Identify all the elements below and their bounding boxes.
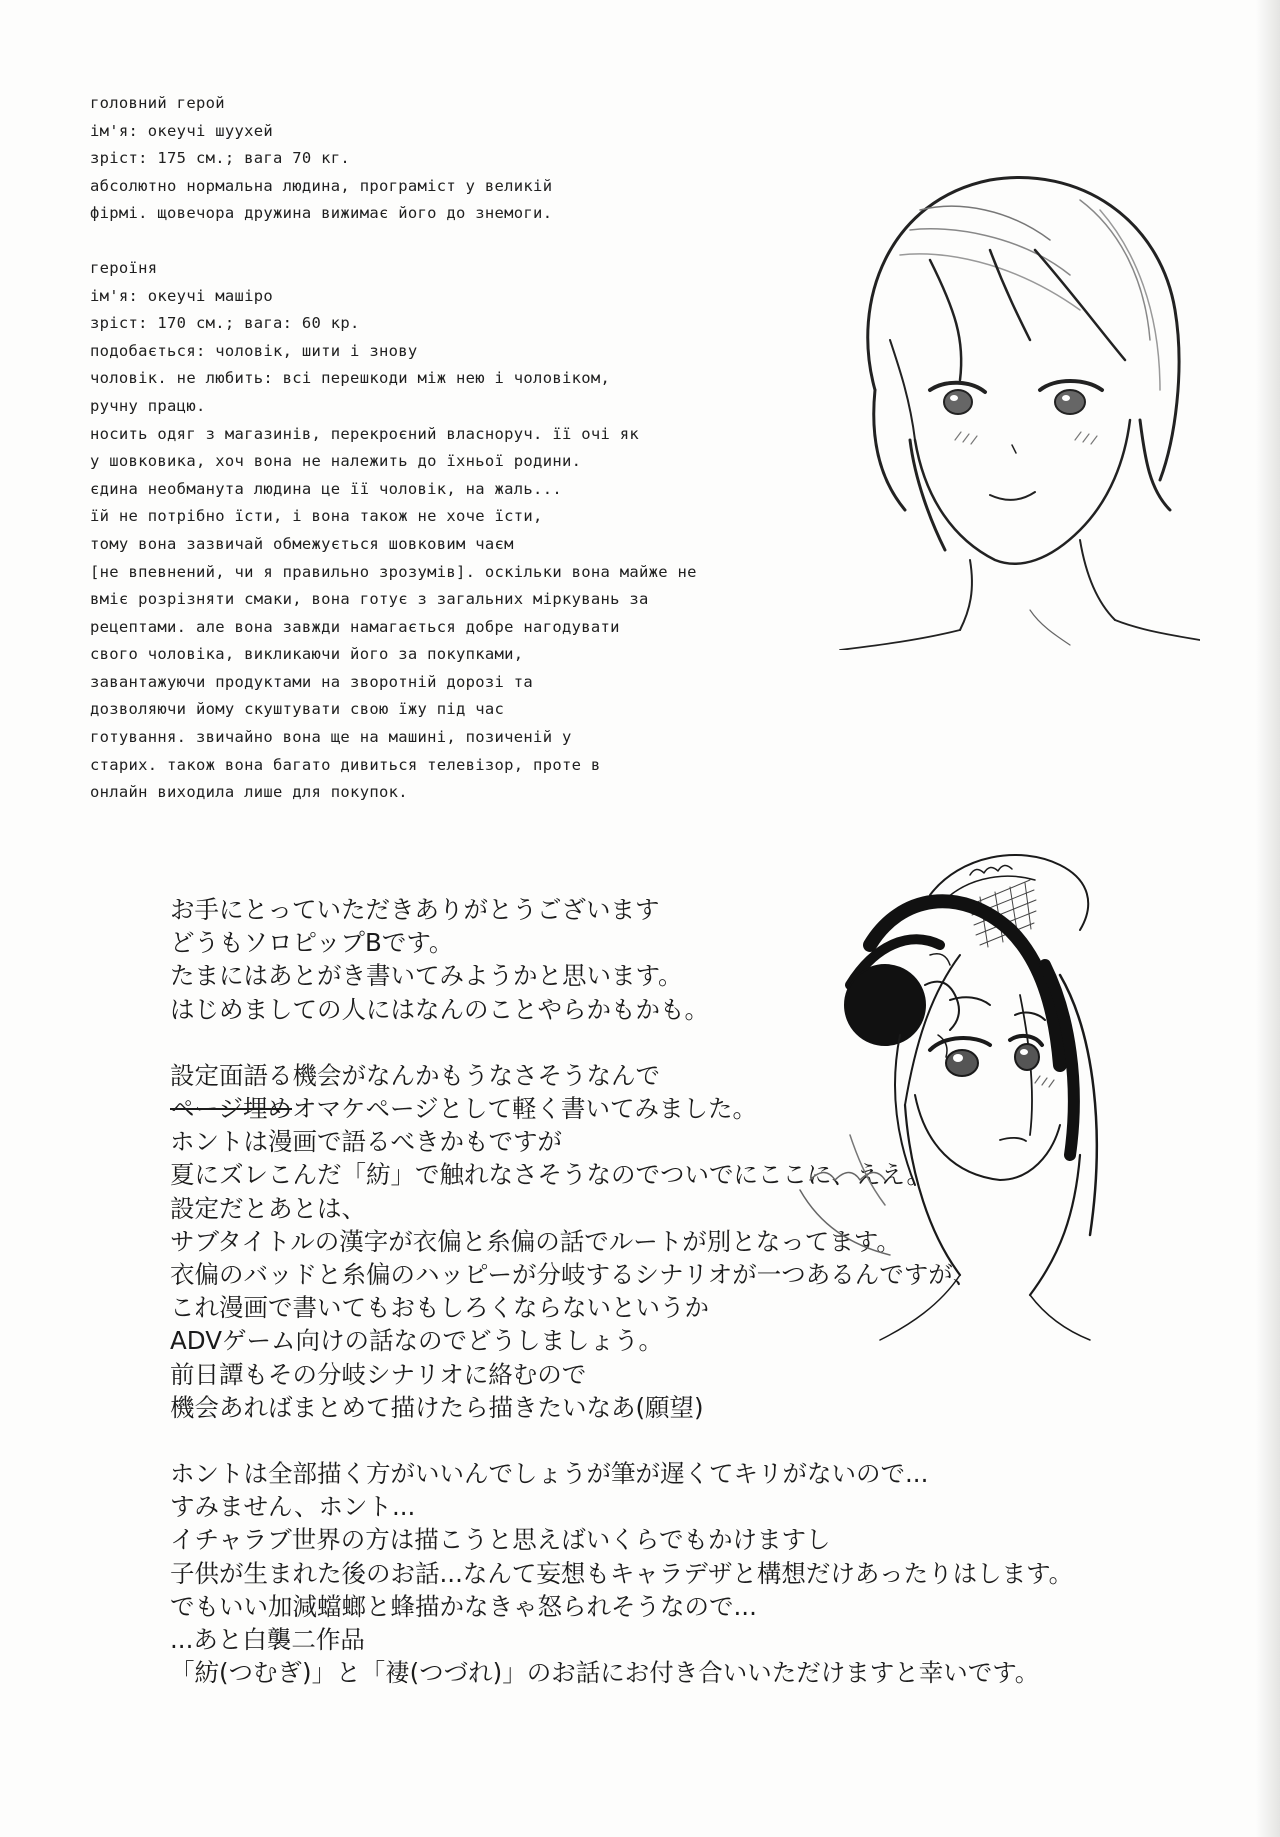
heroine-note-line: ручну працю.: [90, 396, 206, 415]
author-character-illustration: [700, 835, 1130, 1345]
character-notes: [90, 90, 790, 834]
heroine-note-line: ім'я: океучі машіро: [90, 286, 274, 305]
heroine-note-line: у шовковика, хоч вона не належить до їхньої родини.: [90, 452, 582, 471]
hero-note-line: абсолютно нормальна людина, програміст у великій: [90, 176, 553, 195]
afterword-line: でもいい加減蟷螂と蜂描かなきゃ怒られそうなので...: [170, 1591, 757, 1621]
afterword-line: すみません、ホント...: [170, 1492, 416, 1522]
hero-note-line: ім'я: океучі шуухей: [90, 121, 274, 140]
afterword-line: どうもソロピップBです。: [170, 928, 454, 958]
afterword-line: イチャラブ世界の方は描こうと思えばいくらでもかけますし: [170, 1525, 831, 1555]
afterword-line: ADVゲーム向けの話なのでどうしましょう。: [170, 1326, 663, 1356]
hero-note-line: фірмі. щовечора дружина вижимає його до знемоги.: [90, 204, 553, 223]
afterword-line: 設定だとあとは、: [170, 1193, 366, 1223]
heroine-illustration: [780, 140, 1200, 650]
heroine-note-line: дозволяючи йому скуштувати свою їжу під час: [90, 700, 505, 719]
afterword-paragraph: [170, 1457, 1170, 1689]
girl-with-headphones-sketch-icon: [700, 835, 1130, 1345]
afterword-line: たまにはあとがき書いてみようかと思います。: [170, 961, 683, 991]
afterword-line: 夏にズレこんだ「紡」で触れなさそうなのでついでにここに、ええ。: [170, 1160, 931, 1190]
heroine-note-line: готування. звичайно вона ще на машині, позиченій у: [90, 728, 572, 747]
struck-text: ページ埋め: [170, 1094, 293, 1124]
heroine-note-line: тому вона зазвичай обмежується шовковим чаєм: [90, 534, 514, 553]
afterword-line: ...あと白襲二作品: [170, 1625, 365, 1655]
short-haired-woman-sketch-icon: [780, 140, 1200, 650]
afterword-line: ホントは全部描く方がいいんでしょうが筆が遅くてキリがないので...: [170, 1459, 929, 1489]
heroine-note-line: носить одяг з магазинів, перекроєний власноруч. її очі як: [90, 424, 640, 443]
heroine-notes: [90, 255, 790, 807]
afterword-line: 子供が生まれた後のお話...なんて妄想もキャラデザと構想だけあったりはします。: [170, 1558, 1074, 1588]
afterword-line-rest: オマケページとして軽く書いてみました。: [292, 1094, 758, 1124]
heroine-note-line: рецептами. але вона завжди намагається добре нагодувати: [90, 617, 620, 636]
afterword-line: お手にとっていただきありがとうございます: [170, 895, 660, 924]
heroine-note-line: онлайн виходила лише для покупок.: [90, 783, 408, 802]
afterword-line: 機会あればまとめて描けたら描きたいなあ(願望): [170, 1392, 704, 1422]
heroine-note-line: єдина необманута людина це її чоловік, на жаль...: [90, 479, 562, 498]
afterword-line: ホントは漫画で語るべきかもですが: [170, 1127, 562, 1157]
heroine-note-line: їй не потрібно їсти, і вона також не хоче їсти,: [90, 507, 543, 526]
hero-note-line: головний герой: [90, 94, 225, 112]
hero-notes: [90, 90, 790, 228]
heroine-note-line: чоловік. не любить: всі перешкоди між нею і чоловіком,: [90, 369, 611, 388]
heroine-note-line: старих. також вона багато дивиться телевізор, проте в: [90, 755, 601, 774]
afterword-line: これ漫画で書いてもおもしろくならないというか: [170, 1293, 709, 1323]
afterword-line: 「紡(つむぎ)」と「褄(つづれ)」のお話にお付き合いいただけますと幸いです。: [170, 1658, 1040, 1688]
afterword-line: 前日譚もその分岐シナリオに絡むので: [170, 1359, 587, 1389]
afterword-line: はじめましての人にはなんのことやらかもかも。: [170, 994, 709, 1024]
heroine-note-line: вміє розрізняти смаки, вона готує з загальних міркувань за: [90, 590, 649, 609]
afterword-line: 設定面語る機会がなんかもうなさそうなんで: [170, 1060, 660, 1090]
heroine-note-line: подобається: чоловік, шити і знову: [90, 341, 418, 360]
heroine-note-line: свого чоловіка, викликаючи його за покупками,: [90, 645, 524, 664]
heroine-note-line: зріст: 170 см.; вага: 60 кр.: [90, 314, 360, 333]
afterword-line: サブタイトルの漢字が衣偏と糸偏の話でルートが別となってます。: [170, 1226, 901, 1256]
heroine-note-line: героїня: [90, 258, 158, 277]
page-edge-shadow: [1256, 0, 1280, 1837]
afterword-line: 衣偏のバッドと糸偏のハッピーが分岐するシナリオが一つあるんですが、: [170, 1260, 978, 1290]
heroine-note-line: [не впевнений, чи я правильно зрозумів]. оскільки вона майже не: [90, 562, 697, 581]
hero-note-line: зріст: 175 см.; вага 70 кг.: [90, 149, 351, 168]
heroine-note-line: завантажуючи продуктами на зворотній дорозі та: [90, 672, 534, 691]
